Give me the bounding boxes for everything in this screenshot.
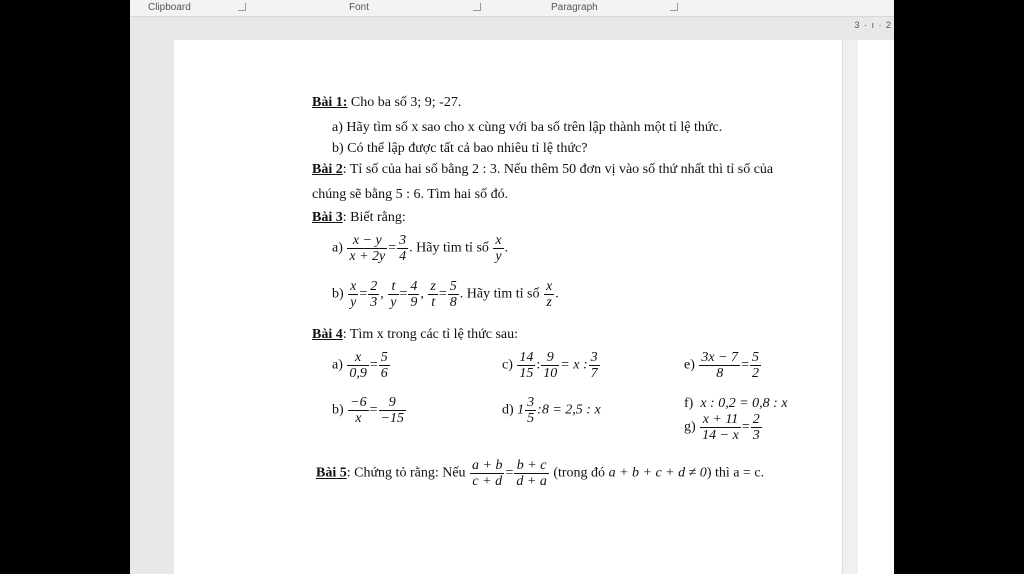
bai1-a: a) Hãy tìm số x sao cho x cùng với ba số trên lập thành một tỉ lệ thức.: [332, 120, 723, 135]
vertical-scrollbar[interactable]: [842, 40, 859, 574]
bai2-line1: [312, 162, 773, 179]
bai1-heading: Bài 1:: [312, 95, 348, 110]
bai3-heading: Bài 3: [312, 210, 343, 225]
bai3-b: b) $\frac{x}{y}$ = $\frac{2}{3}$ , $\frac{t}{y}$ = $\frac{4}{9}$ , $\frac{z}{t}$ = $\frac{5}{8}$ . Hãy tìm tỉ số $\frac{x}{z}$ .: [332, 279, 559, 310]
fraction: $\frac{3}{4}$: [399, 233, 407, 264]
bai4-f: f) x : 0,2 = 0,8 : x: [684, 396, 788, 411]
bai3-text: : Biết rằng:: [342, 210, 406, 225]
bai4-line: [312, 327, 518, 344]
bai1-text: Cho ba số 3; 9; -27.: [350, 95, 462, 110]
fraction: $\frac{x}{0,9}$: [349, 350, 367, 381]
fraction: $\frac{a + b}{c + d}$: [472, 458, 503, 489]
bai3-a-label: a): [332, 240, 343, 256]
bai3-b-label: b): [332, 286, 344, 302]
document-page[interactable]: [174, 40, 842, 574]
clipboard-launcher-icon[interactable]: [238, 3, 246, 11]
fraction: $\frac{4}{9}$: [410, 279, 418, 310]
fraction: $\frac{x - y}{x + 2y}$: [349, 233, 386, 264]
bai4-text: : Tìm x trong các tỉ lệ thức sau:: [342, 327, 519, 342]
word-window: [130, 0, 894, 574]
bai4-b: b) $\frac{-6}{x}$ = $\frac{9}{-15}$: [332, 395, 404, 426]
bai3-b-text: . Hãy tìm tỉ số: [459, 286, 540, 302]
bai4-heading: Bài 4: [312, 327, 343, 342]
fraction: $\frac{x}{y}$: [495, 233, 502, 264]
fraction: $\frac{x}{y}$: [350, 279, 357, 310]
fraction: $\frac{3x - 7}{8}$: [701, 350, 739, 381]
bai4-e: e) $\frac{3x - 7}{8}$ = $\frac{5}{2}$: [684, 350, 759, 381]
ribbon-group-clipboard[interactable]: Clipboard: [148, 2, 191, 13]
fraction: $\frac{x}{z}$: [546, 279, 553, 310]
bai3-line: [312, 210, 406, 227]
bai1-b: b) Có thể lập được tất cả bao nhiêu tỉ lệ thức?: [332, 141, 588, 156]
bai3-a: a) $\frac{x - y}{x + 2y}$ = $\frac{3}{4}$ . Hãy tìm tỉ số $\frac{x}{y}$ .: [332, 233, 509, 264]
fraction: $\frac{2}{3}$: [370, 279, 378, 310]
fraction: $\frac{2}{3}$: [752, 412, 760, 443]
paragraph-launcher-icon[interactable]: [670, 3, 678, 11]
bai3-a-text: . Hãy tìm tỉ số: [409, 240, 489, 256]
bai2-text1: : Tỉ số của hai số bằng 2 : 3. Nếu thêm 50 đơn vị vào số thứ nhất thì tỉ số của: [342, 162, 774, 177]
bai4-d: d) 1 $\frac{3}{5}$ :8 = 2,5 : x: [502, 395, 601, 426]
ribbon-group-paragraph[interactable]: Paragraph: [551, 2, 598, 13]
fraction: $\frac{3}{7}$: [590, 350, 598, 381]
fraction: $\frac{t}{y}$: [390, 279, 397, 310]
fraction: $\frac{3}{5}$: [527, 395, 535, 426]
font-launcher-icon[interactable]: [473, 3, 481, 11]
ribbon-group-font[interactable]: Font: [349, 2, 370, 13]
bai4-c: c) $\frac{14}{15}$ : $\frac{9}{10}$ = x : $\frac{3}{7}$: [502, 350, 598, 381]
bai2-heading: Bài 2: [312, 162, 343, 177]
ribbon: [130, 0, 894, 17]
fraction: $\frac{5}{2}$: [751, 350, 759, 381]
fraction: $\frac{b + c}{d + a}$: [516, 458, 547, 489]
bai5-heading: Bài 5: [316, 465, 347, 481]
fraction: $\frac{14}{15}$: [519, 350, 534, 381]
fraction: $\frac{-6}{x}$: [350, 395, 367, 426]
bai4-g: g) $\frac{x + 11}{14 - x}$ = $\frac{2}{3}$: [684, 412, 760, 443]
bai2-line2: chúng sẽ bằng 5 : 6. Tìm hai số đó.: [312, 187, 509, 202]
fraction: $\frac{z}{t}$: [430, 279, 436, 310]
bai4-a: a) $\frac{x}{0,9}$ = $\frac{5}{6}$: [332, 350, 388, 381]
fraction: $\frac{9}{10}$: [543, 350, 558, 381]
fraction: $\frac{5}{6}$: [380, 350, 388, 381]
bai5-line: Bài 5: Chứng tỏ rằng: Nếu $\frac{a + b}{c + d}$ = $\frac{b + c}{d + a}$ (trong đó a + b + c + d ≠ 0) thì a = c.: [316, 458, 765, 489]
fraction: $\frac{x + 11}{14 - x}$: [702, 412, 739, 443]
fraction: $\frac{5}{8}$: [449, 279, 457, 310]
vertical-ruler: 3 · ı · 2: [854, 20, 892, 30]
bai1-line: [312, 95, 461, 112]
adjacent-page-edge: [858, 40, 894, 574]
fraction: $\frac{9}{-15}$: [380, 395, 404, 426]
